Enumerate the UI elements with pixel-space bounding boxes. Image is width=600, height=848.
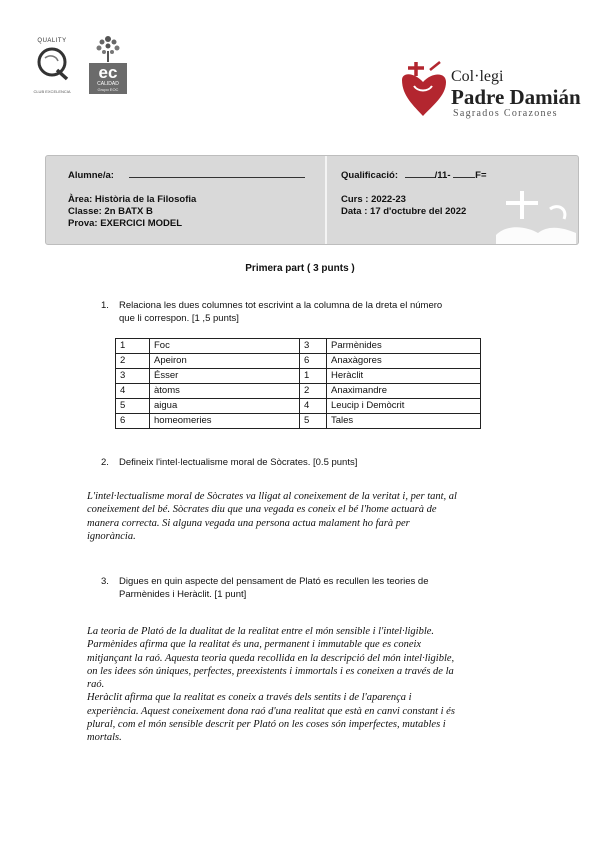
answer-line: plural, com el món sensible descrit per Plató on les coses són imperfectes, mutables i — [87, 719, 446, 731]
answer-line: Parmènides afirma que la realitat és una, permanent i immutable que es coneix — [87, 639, 422, 651]
question-text-line: Defineix l'intel·lectualisme moral de Sòcrates. [0.5 punts] — [119, 457, 358, 468]
exam-info-box — [45, 155, 579, 245]
answer-number-cell[interactable]: 6 — [300, 354, 327, 369]
school-name-line2: Padre Damián — [451, 85, 581, 109]
table-row — [116, 414, 481, 429]
answer-line: Heràclit afirma que la realitat es coneix a través dels sentits i de l'aparença i — [87, 692, 412, 704]
ec-label: CALIDAD — [97, 81, 119, 87]
row-number-cell: 3 — [116, 369, 150, 384]
answer-2 — [87, 490, 517, 543]
philosopher-cell: Tales — [327, 414, 481, 429]
student-label: Alumne/a: — [68, 170, 114, 181]
class-text: Classe: 2n BATX B — [68, 206, 153, 217]
concept-cell: aigua — [150, 399, 300, 414]
question-text-line: Relaciona les dues columnes tot escrivint a la columna de la dreta el número — [119, 300, 443, 311]
answer-line: mortals. — [87, 732, 122, 744]
answer-line: ignorància. — [87, 530, 136, 542]
ec-sub: Grupo EOC — [97, 87, 119, 92]
question-number: 1. — [101, 300, 109, 311]
grade-separator: /11- — [434, 170, 451, 181]
table-row — [116, 339, 481, 354]
quality-logo-label: QUALITY — [37, 38, 67, 44]
answer-line: experiència. Aquest coneixement dona raó d'una realitat que està en canvi constant i és — [87, 705, 455, 717]
date-text: Data : 17 d'octubre del 2022 — [341, 206, 467, 217]
philosopher-cell: Anaxàgores — [327, 354, 481, 369]
answer-number-cell[interactable]: 5 — [300, 414, 327, 429]
student-field — [68, 170, 305, 181]
table-row — [116, 369, 481, 384]
tree-icon — [93, 33, 123, 63]
area-text: Àrea: Història de la Filosofia — [68, 194, 197, 205]
grade-f-label: F= — [475, 170, 487, 181]
info-divider — [325, 156, 327, 244]
answer-number-cell[interactable]: 1 — [300, 369, 327, 384]
matching-table — [115, 338, 481, 429]
heart-cross-icon — [396, 58, 450, 122]
answer-line: raó. — [87, 679, 105, 691]
question-text-line: que li correspon. [1 ,5 punts] — [119, 313, 239, 324]
row-number-cell: 6 — [116, 414, 150, 429]
row-number-cell: 1 — [116, 339, 150, 354]
answer-line: mitjançant la raó. Aquesta teoria queda recollida en la descripció del món intel·ligible, — [87, 652, 455, 664]
concept-cell: àtoms — [150, 384, 300, 399]
ec-mark: ec — [98, 63, 118, 82]
question-number: 2. — [101, 457, 109, 468]
table-row — [116, 399, 481, 414]
concept-cell: homeomeries — [150, 414, 300, 429]
quality-logo — [30, 38, 74, 96]
school-name-line1: Col·legi — [451, 68, 504, 85]
row-number-cell: 5 — [116, 399, 150, 414]
row-number-cell: 2 — [116, 354, 150, 369]
concept-cell: Ésser — [150, 369, 300, 384]
quality-logo-caption: CLUB EXCELENCIA — [33, 89, 71, 94]
question-2 — [101, 457, 521, 471]
philosopher-cell: Heràclit — [327, 369, 481, 384]
grade-field — [341, 170, 487, 181]
table-row — [116, 384, 481, 399]
answer-line: L'intel·lectualisme moral de Sòcrates va lligat al coneixement de la veritat i, per tant, al — [87, 491, 457, 502]
question-1 — [101, 300, 521, 326]
q-emblem-icon — [30, 44, 74, 82]
concept-cell: Apeiron — [150, 354, 300, 369]
school-name-line3: Sagrados Corazones — [453, 108, 558, 119]
test-text: Prova: EXERCICI MODEL — [68, 218, 183, 229]
question-3 — [101, 576, 521, 602]
philosopher-cell: Parmènides — [327, 339, 481, 354]
school-logo — [396, 58, 596, 122]
student-name-blank[interactable] — [129, 177, 305, 178]
answer-line: manera correcta. Si alguna vegada una persona actua malament ho farà per — [87, 517, 410, 529]
concept-cell: Foc — [150, 339, 300, 354]
ec-logo — [86, 33, 130, 103]
answer-line: La teoria de Plató de la dualitat de la realitat entre el món sensible i l'intel·ligible. — [87, 626, 435, 637]
philosopher-cell: Leucip i Demòcrit — [327, 399, 481, 414]
ec-plate — [89, 63, 127, 94]
answer-number-cell[interactable]: 3 — [300, 339, 327, 354]
table-row — [116, 354, 481, 369]
grade-blank-2[interactable] — [453, 177, 475, 178]
row-number-cell: 4 — [116, 384, 150, 399]
question-text-line: Parmènides i Heràclit. [1 punt] — [119, 589, 247, 600]
question-text-line: Digues en quin aspecte del pensament de Plató es recullen les teories de — [119, 576, 429, 587]
philosopher-cell: Anaximandre — [327, 384, 481, 399]
answer-number-cell[interactable]: 4 — [300, 399, 327, 414]
grade-label: Qualificació: — [341, 170, 399, 181]
course-text: Curs : 2022-23 — [341, 194, 406, 205]
answer-line: coneixement del bé. Sòcrates diu que una vegada es coneix el bé l'home actuarà de — [87, 504, 437, 516]
answer-line: on les idees són úniques, perfectes, preexistents i immortals i es coneixen a través de la — [87, 665, 454, 677]
answer-number-cell[interactable]: 2 — [300, 384, 327, 399]
grade-blank[interactable] — [405, 177, 435, 178]
cross-watermark-icon — [492, 189, 578, 244]
section-title: Primera part ( 3 punts ) — [245, 263, 355, 274]
question-number: 3. — [101, 576, 109, 587]
answer-3 — [87, 625, 517, 745]
